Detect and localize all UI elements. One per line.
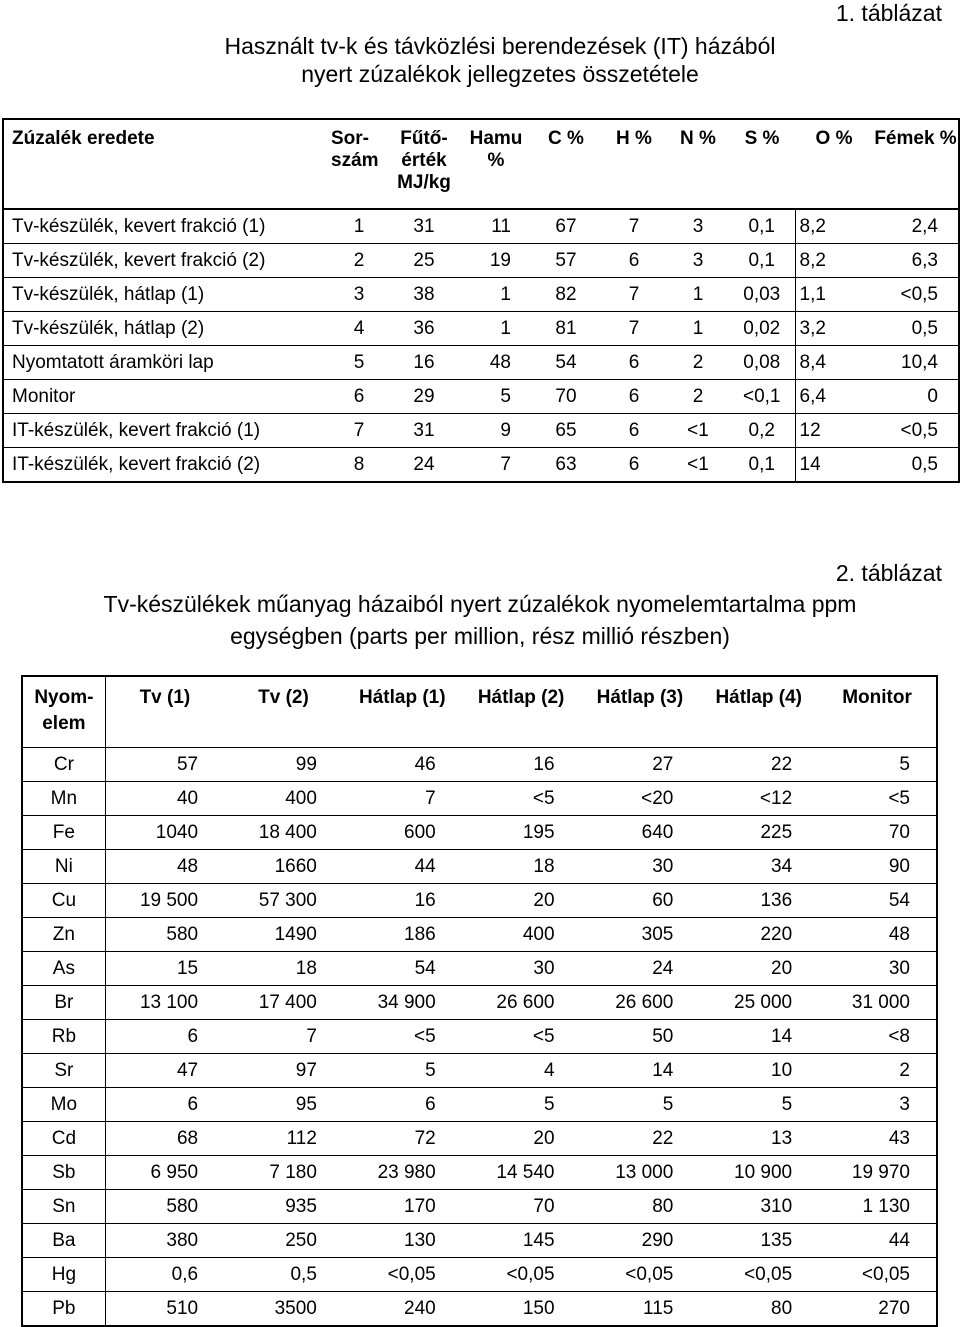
cell-fem: <0,5 xyxy=(873,278,959,312)
value-cell: 19 500 xyxy=(105,884,224,918)
value-cell: 70 xyxy=(462,1190,581,1224)
table2 xyxy=(21,675,938,1327)
header-col-2: Tv (2) xyxy=(224,676,343,748)
value-cell: <5 xyxy=(462,1020,581,1054)
cell-o: 12 xyxy=(795,414,873,448)
value-cell: 44 xyxy=(818,1224,937,1258)
value-cell: 16 xyxy=(343,884,462,918)
value-cell: 54 xyxy=(818,884,937,918)
cell-name: IT-készülék, kevert frakció (2) xyxy=(3,448,331,483)
value-cell: 16 xyxy=(462,748,581,782)
cell-fem: 0,5 xyxy=(873,448,959,483)
cell-hamu: 1 xyxy=(461,312,531,346)
value-cell: 10 xyxy=(699,1054,818,1088)
cell-n: <1 xyxy=(667,448,729,483)
cell-h: 7 xyxy=(601,312,667,346)
value-cell: 40 xyxy=(105,782,224,816)
value-cell: 13 000 xyxy=(581,1156,700,1190)
value-cell: 186 xyxy=(343,918,462,952)
table-row xyxy=(22,1292,937,1327)
value-cell: <0,05 xyxy=(343,1258,462,1292)
value-cell: 43 xyxy=(818,1122,937,1156)
value-cell: <8 xyxy=(818,1020,937,1054)
cell-h: 7 xyxy=(601,278,667,312)
element-cell: Cr xyxy=(22,748,105,782)
value-cell: 935 xyxy=(224,1190,343,1224)
table-row xyxy=(22,952,937,986)
value-cell: <0,05 xyxy=(462,1258,581,1292)
value-cell: 380 xyxy=(105,1224,224,1258)
value-cell: 46 xyxy=(343,748,462,782)
cell-c: 57 xyxy=(531,244,601,278)
cell-sor: 8 xyxy=(331,448,387,483)
value-cell: 68 xyxy=(105,1122,224,1156)
table1-title-line1: Használt tv-k és távközlési berendezések (IT) házából xyxy=(224,33,776,59)
cell-h: 6 xyxy=(601,380,667,414)
value-cell: 145 xyxy=(462,1224,581,1258)
header-s: S % xyxy=(729,119,795,209)
element-cell: Sb xyxy=(22,1156,105,1190)
cell-h: 6 xyxy=(601,346,667,380)
table1-title xyxy=(150,32,850,88)
element-cell: Fe xyxy=(22,816,105,850)
table-row xyxy=(22,1020,937,1054)
header-col-5: Hátlap (3) xyxy=(581,676,700,748)
cell-s: 0,2 xyxy=(729,414,795,448)
value-cell: 14 540 xyxy=(462,1156,581,1190)
cell-n: <1 xyxy=(667,414,729,448)
value-cell: 1040 xyxy=(105,816,224,850)
cell-o: 8,2 xyxy=(795,209,873,244)
element-cell: Sn xyxy=(22,1190,105,1224)
cell-o: 14 xyxy=(795,448,873,483)
value-cell: 50 xyxy=(581,1020,700,1054)
table-row xyxy=(22,1156,937,1190)
value-cell: 20 xyxy=(462,884,581,918)
cell-sor: 1 xyxy=(331,209,387,244)
value-cell: <5 xyxy=(343,1020,462,1054)
header-col-3: Hátlap (1) xyxy=(343,676,462,748)
value-cell: 70 xyxy=(818,816,937,850)
table1-header-row xyxy=(3,119,959,209)
header-col-1: Tv (1) xyxy=(105,676,224,748)
table-row xyxy=(22,918,937,952)
cell-c: 70 xyxy=(531,380,601,414)
value-cell: 26 600 xyxy=(581,986,700,1020)
value-cell: 7 180 xyxy=(224,1156,343,1190)
element-cell: Zn xyxy=(22,918,105,952)
value-cell: 5 xyxy=(343,1054,462,1088)
value-cell: 3500 xyxy=(224,1292,343,1327)
cell-hamu: 9 xyxy=(461,414,531,448)
element-cell: Ni xyxy=(22,850,105,884)
cell-name: IT-készülék, kevert frakció (1) xyxy=(3,414,331,448)
value-cell: 270 xyxy=(818,1292,937,1327)
cell-n: 3 xyxy=(667,244,729,278)
cell-fem: <0,5 xyxy=(873,414,959,448)
cell-fem: 10,4 xyxy=(873,346,959,380)
table-row xyxy=(22,748,937,782)
value-cell: 6 xyxy=(343,1088,462,1122)
cell-o: 8,4 xyxy=(795,346,873,380)
value-cell: 0,5 xyxy=(224,1258,343,1292)
element-cell: Cd xyxy=(22,1122,105,1156)
table-row xyxy=(3,278,959,312)
value-cell: <0,05 xyxy=(818,1258,937,1292)
table2-title-line2: egységben (parts per million, rész millió részben) xyxy=(230,623,730,649)
element-cell: Sr xyxy=(22,1054,105,1088)
cell-c: 63 xyxy=(531,448,601,483)
table-row xyxy=(3,244,959,278)
cell-sor: 7 xyxy=(331,414,387,448)
value-cell: 15 xyxy=(105,952,224,986)
cell-o: 1,1 xyxy=(795,278,873,312)
cell-fem: 0 xyxy=(873,380,959,414)
value-cell: 7 xyxy=(224,1020,343,1054)
value-cell: 48 xyxy=(105,850,224,884)
value-cell: 60 xyxy=(581,884,700,918)
value-cell: 97 xyxy=(224,1054,343,1088)
table2-label: 2. táblázat xyxy=(835,560,942,586)
cell-name: Nyomtatott áramköri lap xyxy=(3,346,331,380)
value-cell: 290 xyxy=(581,1224,700,1258)
value-cell: 7 xyxy=(343,782,462,816)
value-cell: 6 xyxy=(105,1088,224,1122)
table-row xyxy=(3,448,959,483)
value-cell: 30 xyxy=(818,952,937,986)
table-row xyxy=(22,1054,937,1088)
cell-s: <0,1 xyxy=(729,380,795,414)
header-o: O % xyxy=(795,119,873,209)
value-cell: 80 xyxy=(699,1292,818,1327)
value-cell: 26 600 xyxy=(462,986,581,1020)
value-cell: 600 xyxy=(343,816,462,850)
table2-title xyxy=(20,588,940,652)
value-cell: 18 xyxy=(224,952,343,986)
table-row xyxy=(22,816,937,850)
value-cell: 5 xyxy=(581,1088,700,1122)
value-cell: 400 xyxy=(462,918,581,952)
header-sorszam: Sor-szám xyxy=(331,119,387,209)
value-cell: 48 xyxy=(818,918,937,952)
cell-h: 7 xyxy=(601,209,667,244)
cell-s: 0,1 xyxy=(729,448,795,483)
cell-o: 8,2 xyxy=(795,244,873,278)
cell-c: 54 xyxy=(531,346,601,380)
value-cell: 44 xyxy=(343,850,462,884)
header-futoertek: Fűtő-érték MJ/kg xyxy=(387,119,461,209)
value-cell: 580 xyxy=(105,1190,224,1224)
value-cell: 640 xyxy=(581,816,700,850)
value-cell: <5 xyxy=(818,782,937,816)
element-cell: Mn xyxy=(22,782,105,816)
value-cell: 13 100 xyxy=(105,986,224,1020)
value-cell: 25 000 xyxy=(699,986,818,1020)
value-cell: 1660 xyxy=(224,850,343,884)
element-cell: Ba xyxy=(22,1224,105,1258)
value-cell: 14 xyxy=(699,1020,818,1054)
value-cell: 195 xyxy=(462,816,581,850)
value-cell: 5 xyxy=(462,1088,581,1122)
value-cell: <0,05 xyxy=(699,1258,818,1292)
element-cell: As xyxy=(22,952,105,986)
value-cell: 34 xyxy=(699,850,818,884)
cell-hamu: 11 xyxy=(461,209,531,244)
cell-h: 6 xyxy=(601,448,667,483)
value-cell: 14 xyxy=(581,1054,700,1088)
element-cell: Cu xyxy=(22,884,105,918)
value-cell: 310 xyxy=(699,1190,818,1224)
table-row xyxy=(3,380,959,414)
table-row xyxy=(3,312,959,346)
value-cell: 47 xyxy=(105,1054,224,1088)
value-cell: 27 xyxy=(581,748,700,782)
table-row xyxy=(22,986,937,1020)
value-cell: 95 xyxy=(224,1088,343,1122)
value-cell: 1 130 xyxy=(818,1190,937,1224)
value-cell: 1490 xyxy=(224,918,343,952)
header-col-4: Hátlap (2) xyxy=(462,676,581,748)
value-cell: 24 xyxy=(581,952,700,986)
element-cell: Pb xyxy=(22,1292,105,1327)
table-row xyxy=(3,414,959,448)
cell-s: 0,1 xyxy=(729,244,795,278)
value-cell: 250 xyxy=(224,1224,343,1258)
value-cell: 20 xyxy=(699,952,818,986)
table2-title-line1: Tv-készülékek műanyag házaiból nyert zúzalékok nyomelemtartalma ppm xyxy=(103,591,857,617)
cell-c: 82 xyxy=(531,278,601,312)
value-cell: 0,6 xyxy=(105,1258,224,1292)
value-cell: 19 970 xyxy=(818,1156,937,1190)
table-row xyxy=(3,209,959,244)
header-col-7: Monitor xyxy=(818,676,937,748)
cell-fut: 16 xyxy=(387,346,461,380)
value-cell: 220 xyxy=(699,918,818,952)
value-cell: 17 400 xyxy=(224,986,343,1020)
table-row xyxy=(22,1088,937,1122)
cell-sor: 2 xyxy=(331,244,387,278)
cell-c: 65 xyxy=(531,414,601,448)
value-cell: 90 xyxy=(818,850,937,884)
cell-name: Tv-készülék, hátlap (1) xyxy=(3,278,331,312)
cell-n: 2 xyxy=(667,380,729,414)
cell-n: 3 xyxy=(667,209,729,244)
header-hamu: Hamu % xyxy=(461,119,531,209)
header-origin: Zúzalék eredete xyxy=(3,119,331,209)
value-cell: 510 xyxy=(105,1292,224,1327)
cell-fut: 25 xyxy=(387,244,461,278)
cell-fut: 29 xyxy=(387,380,461,414)
cell-sor: 3 xyxy=(331,278,387,312)
value-cell: 130 xyxy=(343,1224,462,1258)
cell-s: 0,03 xyxy=(729,278,795,312)
cell-s: 0,08 xyxy=(729,346,795,380)
value-cell: 225 xyxy=(699,816,818,850)
cell-s: 0,1 xyxy=(729,209,795,244)
cell-fut: 24 xyxy=(387,448,461,483)
value-cell: 5 xyxy=(818,748,937,782)
value-cell: 18 400 xyxy=(224,816,343,850)
cell-hamu: 19 xyxy=(461,244,531,278)
value-cell: 305 xyxy=(581,918,700,952)
value-cell: 10 900 xyxy=(699,1156,818,1190)
table-row xyxy=(22,1190,937,1224)
header-col-6: Hátlap (4) xyxy=(699,676,818,748)
cell-hamu: 5 xyxy=(461,380,531,414)
value-cell: 115 xyxy=(581,1292,700,1327)
cell-name: Tv-készülék, kevert frakció (2) xyxy=(3,244,331,278)
cell-fut: 31 xyxy=(387,209,461,244)
value-cell: 13 xyxy=(699,1122,818,1156)
table-row xyxy=(22,884,937,918)
cell-fem: 0,5 xyxy=(873,312,959,346)
value-cell: 400 xyxy=(224,782,343,816)
value-cell: 80 xyxy=(581,1190,700,1224)
value-cell: 6 950 xyxy=(105,1156,224,1190)
value-cell: 136 xyxy=(699,884,818,918)
value-cell: 34 900 xyxy=(343,986,462,1020)
cell-sor: 5 xyxy=(331,346,387,380)
table-row xyxy=(3,346,959,380)
value-cell: 18 xyxy=(462,850,581,884)
value-cell: 72 xyxy=(343,1122,462,1156)
value-cell: 170 xyxy=(343,1190,462,1224)
value-cell: 580 xyxy=(105,918,224,952)
value-cell: <5 xyxy=(462,782,581,816)
element-cell: Rb xyxy=(22,1020,105,1054)
cell-name: Tv-készülék, kevert frakció (1) xyxy=(3,209,331,244)
header-c: C % xyxy=(531,119,601,209)
cell-h: 6 xyxy=(601,414,667,448)
table-row xyxy=(22,850,937,884)
header-n: N % xyxy=(667,119,729,209)
value-cell: 5 xyxy=(699,1088,818,1122)
value-cell: 23 980 xyxy=(343,1156,462,1190)
cell-o: 6,4 xyxy=(795,380,873,414)
value-cell: 4 xyxy=(462,1054,581,1088)
value-cell: 240 xyxy=(343,1292,462,1327)
value-cell: 99 xyxy=(224,748,343,782)
table2-header-row xyxy=(22,676,937,748)
element-cell: Br xyxy=(22,986,105,1020)
header-col-0: Nyom-elem xyxy=(22,676,105,748)
value-cell: 150 xyxy=(462,1292,581,1327)
cell-fut: 31 xyxy=(387,414,461,448)
value-cell: 30 xyxy=(581,850,700,884)
value-cell: 3 xyxy=(818,1088,937,1122)
value-cell: 2 xyxy=(818,1054,937,1088)
table-row xyxy=(22,1258,937,1292)
cell-name: Tv-készülék, hátlap (2) xyxy=(3,312,331,346)
cell-fut: 38 xyxy=(387,278,461,312)
cell-s: 0,02 xyxy=(729,312,795,346)
value-cell: <12 xyxy=(699,782,818,816)
value-cell: 22 xyxy=(581,1122,700,1156)
table1-title-line2: nyert zúzalékok jellegzetes összetétele xyxy=(301,61,699,87)
table-row xyxy=(22,1224,937,1258)
cell-fut: 36 xyxy=(387,312,461,346)
table-row xyxy=(22,1122,937,1156)
cell-c: 81 xyxy=(531,312,601,346)
cell-c: 67 xyxy=(531,209,601,244)
value-cell: 22 xyxy=(699,748,818,782)
cell-fem: 2,4 xyxy=(873,209,959,244)
value-cell: 112 xyxy=(224,1122,343,1156)
element-cell: Hg xyxy=(22,1258,105,1292)
cell-n: 2 xyxy=(667,346,729,380)
value-cell: 57 300 xyxy=(224,884,343,918)
cell-sor: 4 xyxy=(331,312,387,346)
value-cell: 135 xyxy=(699,1224,818,1258)
value-cell: 20 xyxy=(462,1122,581,1156)
value-cell: <20 xyxy=(581,782,700,816)
table1 xyxy=(2,118,960,483)
cell-sor: 6 xyxy=(331,380,387,414)
cell-h: 6 xyxy=(601,244,667,278)
cell-hamu: 1 xyxy=(461,278,531,312)
element-cell: Mo xyxy=(22,1088,105,1122)
table-row xyxy=(22,782,937,816)
table1-label: 1. táblázat xyxy=(835,0,942,26)
cell-fem: 6,3 xyxy=(873,244,959,278)
value-cell: 6 xyxy=(105,1020,224,1054)
header-h: H % xyxy=(601,119,667,209)
value-cell: <0,05 xyxy=(581,1258,700,1292)
cell-hamu: 7 xyxy=(461,448,531,483)
cell-o: 3,2 xyxy=(795,312,873,346)
value-cell: 54 xyxy=(343,952,462,986)
cell-n: 1 xyxy=(667,278,729,312)
value-cell: 31 000 xyxy=(818,986,937,1020)
cell-n: 1 xyxy=(667,312,729,346)
value-cell: 30 xyxy=(462,952,581,986)
cell-name: Monitor xyxy=(3,380,331,414)
header-femek: Fémek % xyxy=(873,119,959,209)
cell-hamu: 48 xyxy=(461,346,531,380)
value-cell: 57 xyxy=(105,748,224,782)
